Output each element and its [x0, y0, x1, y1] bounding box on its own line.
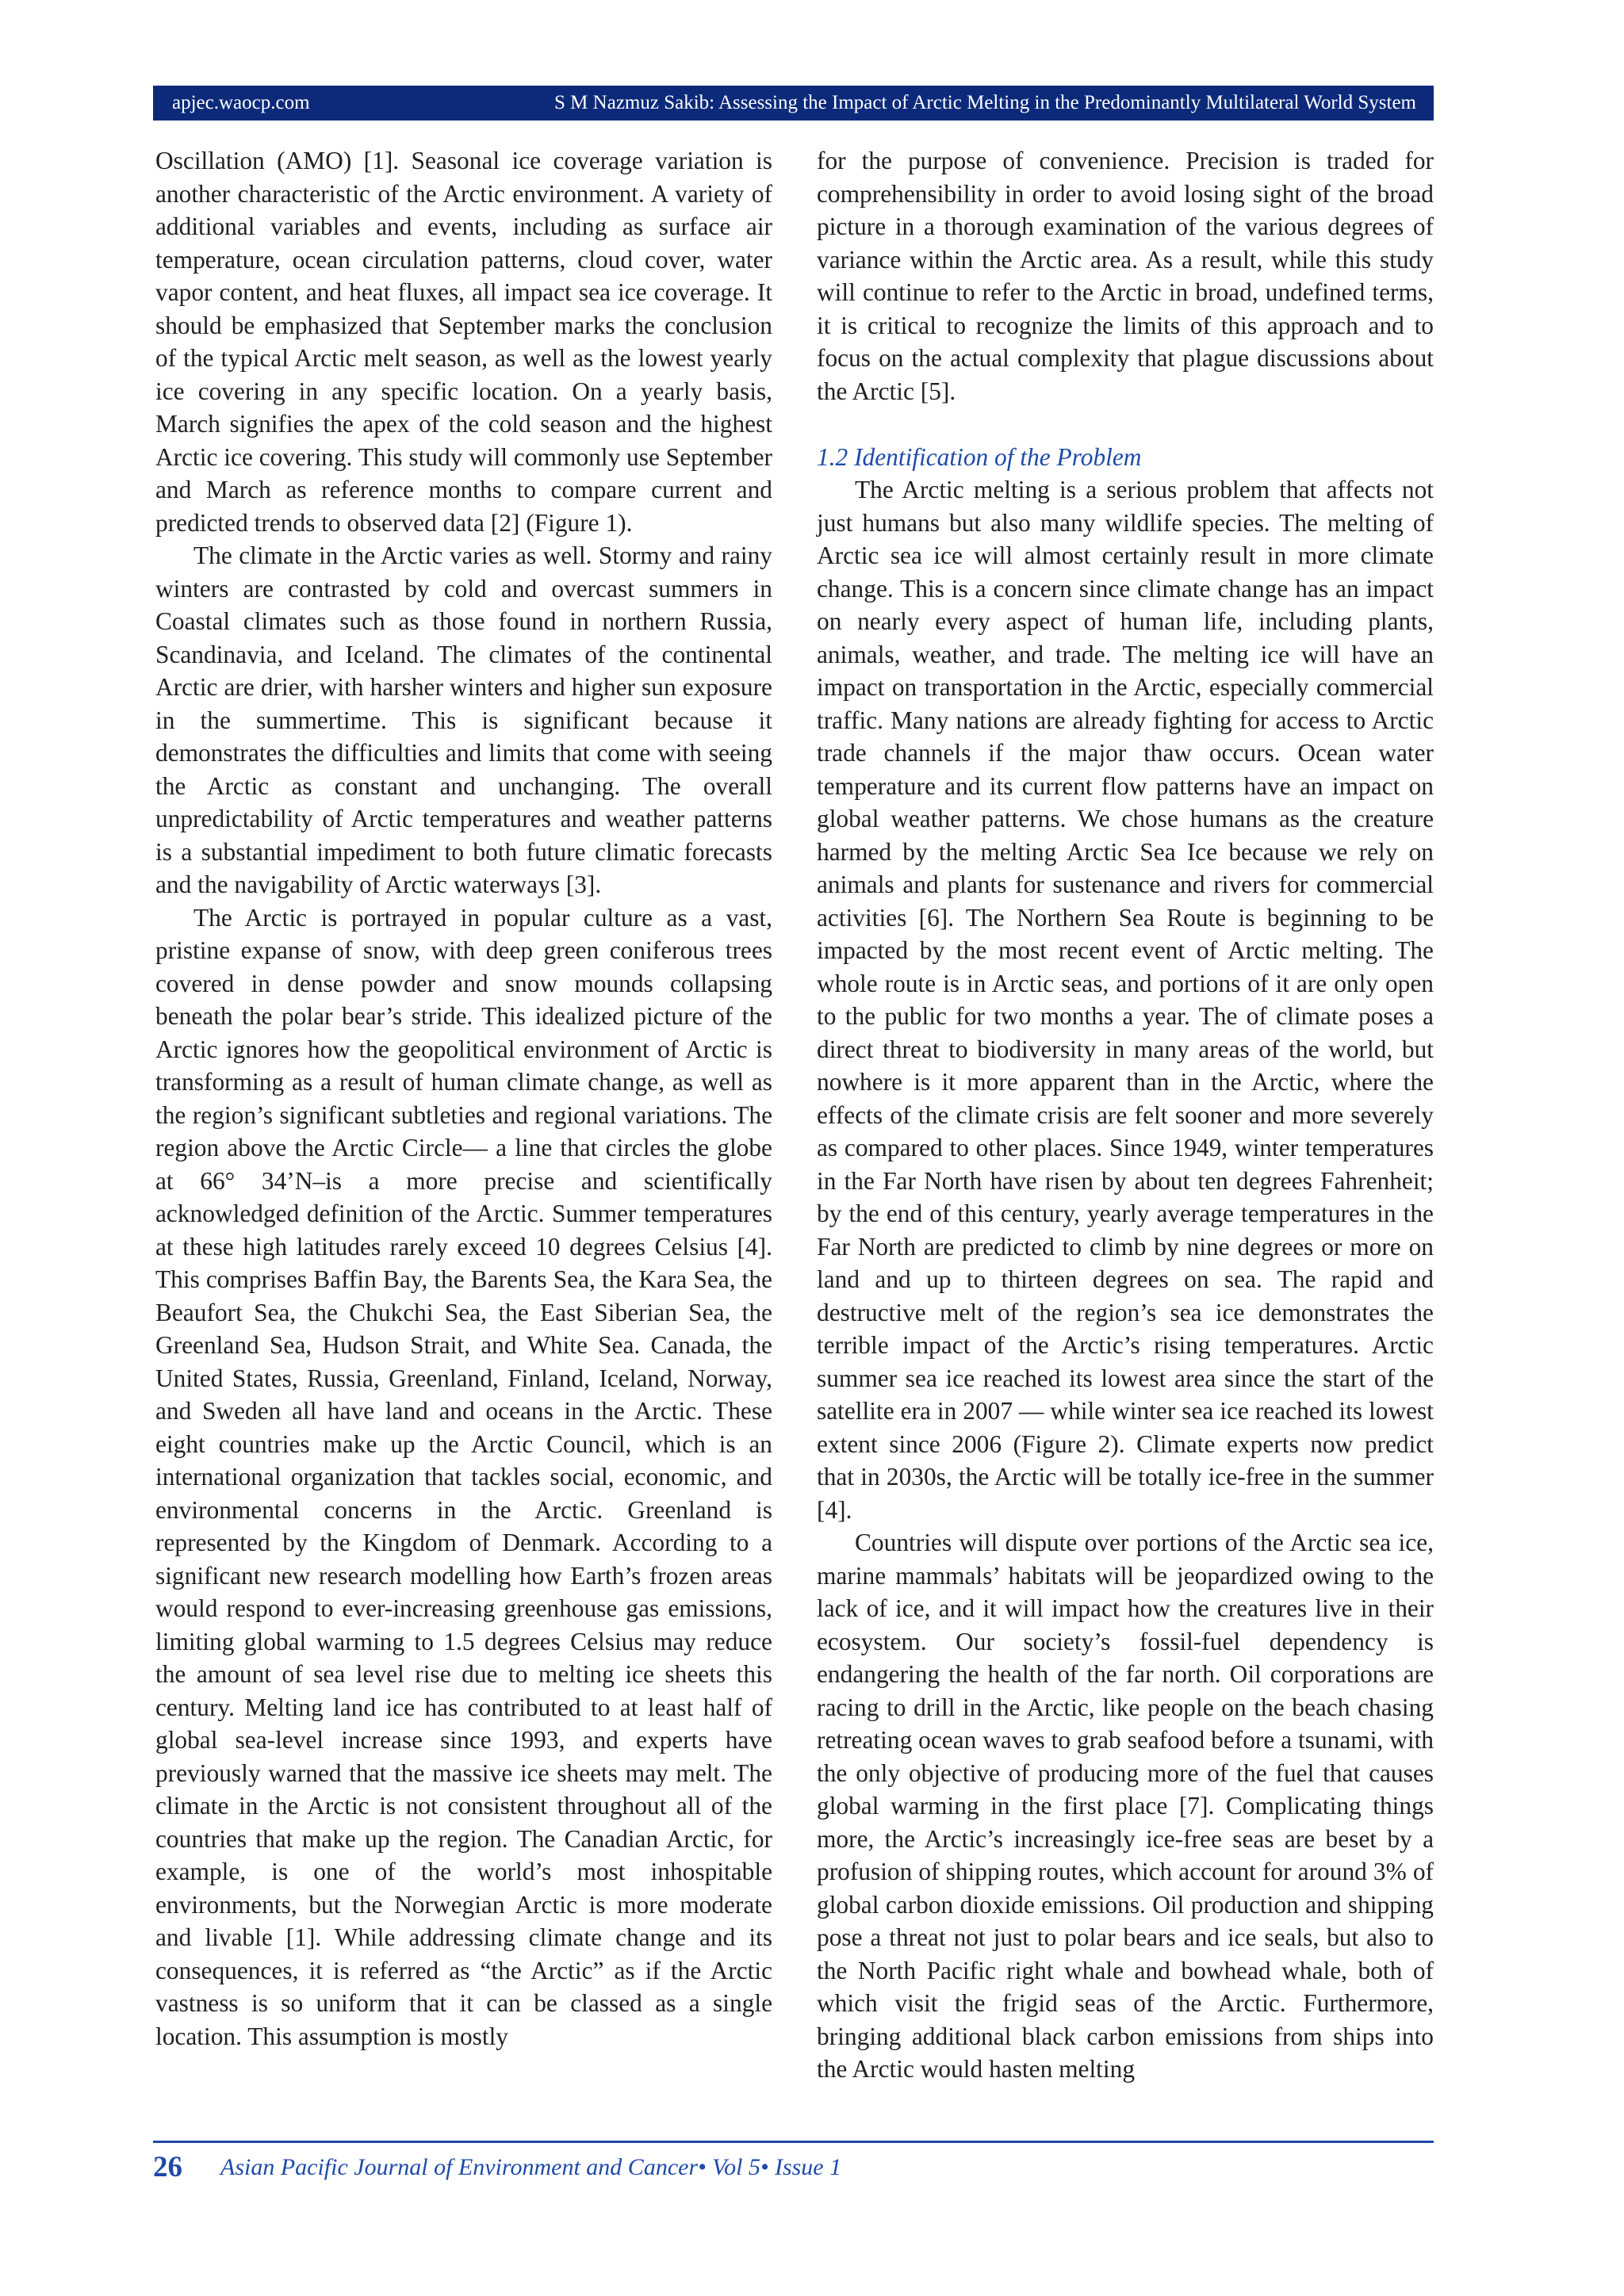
right-column [817, 144, 1434, 2086]
page-number: 26 [153, 2151, 182, 2183]
paragraph: Countries will dispute over portions of the Arctic sea ice, marine mammals’ habitats will be jeopardized owing to the lack of ice, and it will impact how the creatures live in their ecosystem. Our society’s fossil-fuel dependency is endangering the health of the far north. Oil corporations are racing to drill in the Arctic, like people on the beach chasing retreating ocean waves to grab seafood before a tsunami, with the only objective of producing more of the fuel that causes global warming in the first place [7]. Complicating things more, the Arctic’s increasingly ice-free seas are beset by a profusion of shipping routes, which account for around 3% of global carbon dioxide emissions. Oil production and shipping pose a threat not just to polar bears and ice seals, but also to the North Pacific right whale and bowhead whale, both of which visit the frigid seas of the Arctic. Furthermore, bringing additional black carbon emissions from ships into the Arctic would hasten melting [817, 1529, 1434, 2083]
paragraph: The Arctic melting is a serious problem that affects not just humans but also many wildlife species. The melting of Arctic sea ice will almost certainly result in more climate change. This is a concern since climate change has an impact on nearly every aspect of human life, including plants, animals, weather, and trade. The melting ice will have an impact on transportation in the Arctic, especially commercial traffic. Many nations are already fighting for access to Arctic trade channels if the major thaw occurs. Ocean water temperature and its current flow patterns have an impact on global weather patterns. We chose humans as the creature harmed by the melting Arctic Sea Ice because we rely on animals and plants for sustenance and rivers for commercial activities [6]. The Northern Sea Route is beginning to be impacted by the most recent event of Arctic melting. The whole route is in Arctic seas, and portions of it are only open to the public for two months a year. The of climate poses a direct threat to biodiversity in many areas of the world, but nowhere is it more apparent than in the Arctic, where the effects of the climate crisis are felt sooner and more severely as compared to other places. Since 1949, winter temperatures in the Far North have risen by about ten degrees Fahrenheit; by the end of this century, yearly average temperatures in the Far North are predicted to climb by nine degrees or more on land and up to thirteen degrees on sea. The rapid and destructive melt of the region’s sea ice demonstrates the terrible impact of the Arctic’s rising temperatures. Arctic summer sea ice reached its lowest area since the start of the satellite era in 2007 — while winter sea ice reached its lowest extent since 2006 (Figure 2). Climate experts now predict that in 2030s, the Arctic will be totally ice-free in the summer [4]. [817, 476, 1434, 1524]
running-header [153, 86, 1434, 121]
left-column [155, 144, 772, 2053]
footer-rule [153, 2141, 1434, 2143]
journal-citation: Asian Pacific Journal of Environment and Cancer• Vol 5• Issue 1 [220, 2153, 842, 2180]
section-heading: 1.2 Identification of the Problem [817, 442, 1142, 471]
page-footer [153, 2150, 841, 2190]
paragraph: for the purpose of convenience. Precision is traded for comprehensibility in order to avoid losing sight of the broad picture in a thorough examination of the various degrees of variance within the Arctic area. As a result, while this study will continue to refer to the Arctic in broad, undefined terms, it is critical to recognize the limits of this approach and to focus on the actual complexity that plague discussions about the Arctic [5]. [817, 147, 1434, 405]
journal-website: apjec.waocp.com [172, 92, 310, 113]
paragraph: Oscillation (AMO) [1]. Seasonal ice coverage variation is another characteristic of the Arctic environment. A variety of additional variables and events, including as surface air temperature, ocean circulation patterns, cloud cover, water vapor content, and heat fluxes, all impact sea ice coverage. It should be emphasized that September marks the conclusion of the typical Arctic melt season, as well as the lowest yearly ice covering in any specific location. On a yearly basis, March signifies the apex of the cold season and the highest Arctic ice covering. This study will commonly use September and March as reference months to compare current and predicted trends to observed data [2] (Figure 1). [155, 147, 772, 537]
paragraph: The climate in the Arctic varies as well. Stormy and rainy winters are contrasted by cold and overcast summers in Coastal climates such as those found in northern Russia, Scandinavia, and Iceland. The climates of the continental Arctic are drier, with harsher winters and higher sun exposure in the summertime. This is significant because it demonstrates the difficulties and limits that come with seeing the Arctic as constant and unchanging. The overall unpredictability of Arctic temperatures and weather patterns is a substantial impediment to both future climatic forecasts and the navigability of Arctic waterways [3]. [155, 541, 772, 898]
paragraph: The Arctic is portrayed in popular culture as a vast, pristine expanse of snow, with deep green coniferous trees covered in dense powder and snow mounds collapsing beneath the polar bear’s stride. This idealized picture of the Arctic ignores how the geopolitical environment of Arctic is transforming as a result of human climate change, as well as the region’s significant subtleties and regional variations. The region above the Arctic Circle— a line that circles the globe at 66° 34’N–is a more precise and scientifically acknowledged definition of the Arctic. Summer temperatures at these high latitudes rarely exceed 10 degrees Celsius [4]. This comprises Baffin Bay, the Barents Sea, the Kara Sea, the Beaufort Sea, the Chukchi Sea, the East Siberian Sea, the Greenland Sea, Hudson Strait, and White Sea. Canada, the United States, Russia, Greenland, Finland, Iceland, Norway, and Sweden all have land and oceans in the Arctic. These eight countries make up the Arctic Council, which is an international organization that tackles social, economic, and environmental concerns in the Arctic. Greenland is represented by the Kingdom of Denmark. According to a significant new research modelling how Earth’s frozen areas would respond to ever-increasing greenhouse gas emissions, limiting global warming to 1.5 degrees Celsius may reduce the amount of sea level rise due to melting ice sheets this century. Melting land ice has contributed to at least half of global sea-level increase since 1993, and experts have previously warned that the massive ice sheets may melt. The climate in the Arctic is not consistent throughout all of the countries that make up the region. The Canadian Arctic, for example, is one of the world’s most inhospitable environments, but the Norwegian Arctic is more moderate and livable [1]. While addressing climate change and its consequences, it is referred as “the Arctic” as if the Arctic vastness is so uniform that it can be classed as a single location. This assumption is mostly [155, 903, 772, 2050]
running-title: S M Nazmuz Sakib: Assessing the Impact of Arctic Melting in the Predominantly Multilateral World System [554, 92, 1416, 113]
